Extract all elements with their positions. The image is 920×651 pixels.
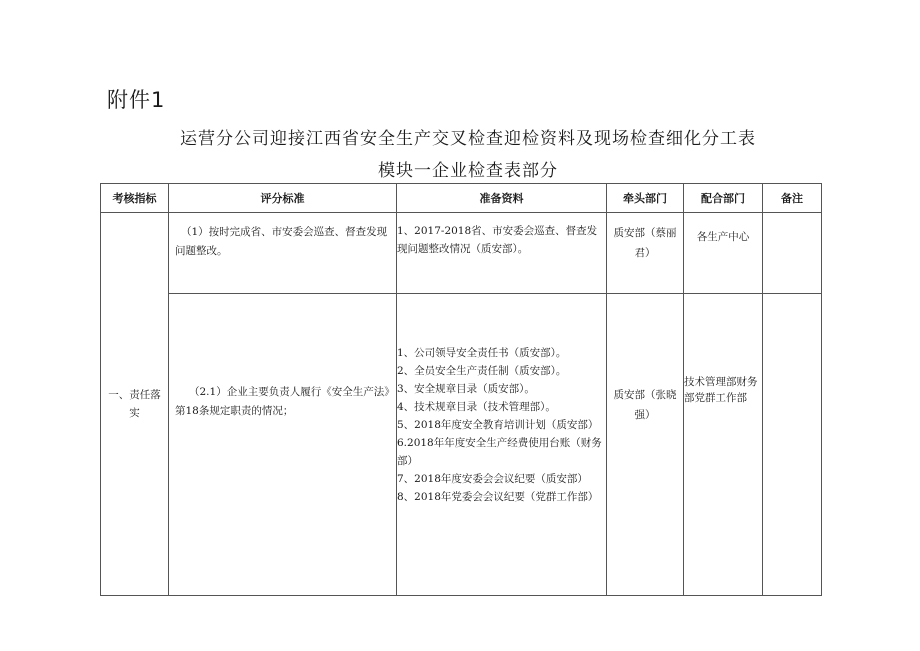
materials-cell [397, 213, 607, 294]
lead-dept-cell: 质安部（蔡丽君） [607, 213, 684, 294]
remarks-cell [763, 213, 822, 294]
materials-cell [397, 294, 607, 596]
criteria-cell: （2.1）企业主要负责人履行《安全生产法》第18条规定职责的情况； [169, 294, 397, 596]
material-item: 4、技术规章目录（技术管理部）。 [397, 401, 556, 413]
table-header-row [101, 184, 822, 213]
document-title: 运营分公司迎接江西省安全生产交叉检查迎检资料及现场检查细化分工表 [180, 129, 756, 149]
inspection-table [100, 183, 822, 596]
header-materials: 准备资料 [397, 184, 607, 213]
table-row [101, 294, 822, 596]
document-subtitle: 模块一企业检查表部分 [378, 161, 558, 181]
material-item: 7、2018年度安委会会议纪要（质安部） [397, 473, 588, 485]
table-row [101, 213, 822, 294]
material-item: 8、2018年党委会会议纪要（党群工作部） [397, 491, 599, 503]
material-item: 3、安全规章目录（质安部）。 [397, 383, 535, 395]
header-lead-dept: 牵头部门 [607, 184, 684, 213]
material-item: 1、2017-2018省、市安委会巡查、督查发现问题整改情况（质安部）。 [397, 225, 598, 255]
indicator-cell: 一、责任落实 [101, 213, 169, 596]
material-item: 1、公司领导安全责任书（质安部）。 [397, 347, 567, 359]
attachment-label: 附件1 [107, 88, 166, 112]
coop-dept-cell: 各生产中心 [684, 213, 763, 294]
remarks-cell [763, 294, 822, 596]
coop-dept-cell: 技术管理部财务部党群工作部 [684, 294, 763, 596]
material-item: 5、2018年度安全教育培训计划（质安部） [397, 419, 599, 431]
header-coop-dept: 配合部门 [684, 184, 763, 213]
material-item: 2、全员安全生产责任制（质安部）。 [397, 365, 567, 377]
header-indicator: 考核指标 [101, 184, 169, 213]
criteria-cell: （1）按时完成省、市安委会巡查、督查发现问题整改。 [169, 213, 397, 294]
header-criteria: 评分标准 [169, 184, 397, 213]
lead-dept-cell: 质安部（张晓强） [607, 294, 684, 596]
material-item: 6.2018年年度安全生产经费使用台账（财务部） [397, 437, 602, 467]
header-remarks: 备注 [763, 184, 822, 213]
